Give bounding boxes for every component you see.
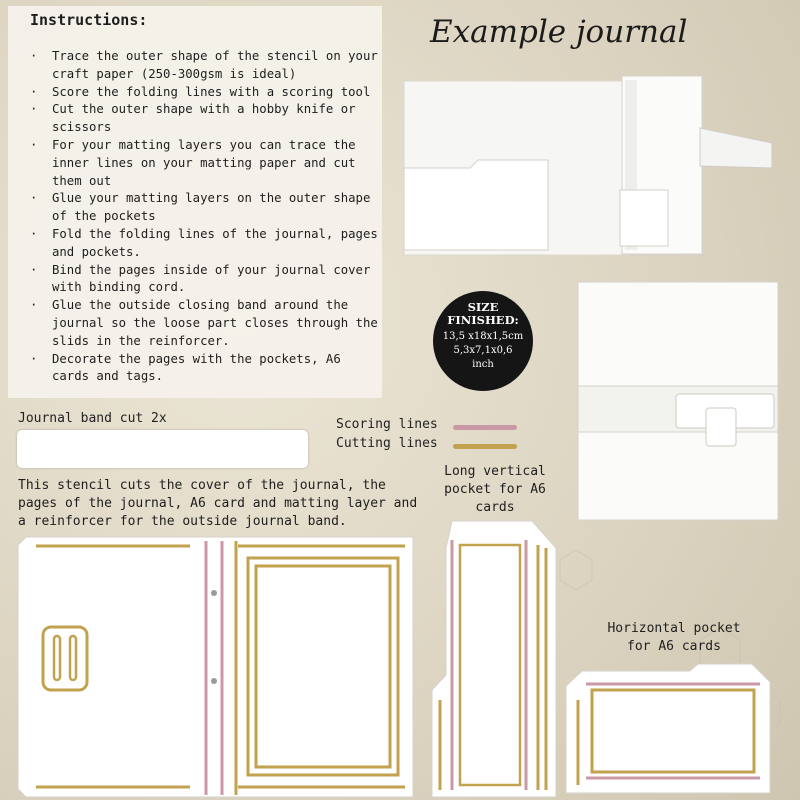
horizontal-pocket-label-line1: Horizontal pocket xyxy=(607,621,741,636)
instruction-item: · Glue the outside closing band around the journal so the loose part closes through the slids in the reinforcer. xyxy=(30,297,378,350)
instruction-item: · Fold the folding lines of the journal, pages and pockets. xyxy=(30,226,378,262)
horizontal-pocket-label xyxy=(584,620,764,656)
legend-cutting-line xyxy=(453,444,517,449)
instructions-title: Instructions: xyxy=(30,11,148,29)
instruction-item: · For your matting layers you can trace the inner lines on your matting paper and cut them out xyxy=(30,137,378,190)
size-badge-inch-label: inch xyxy=(472,359,494,370)
vertical-pocket-label-line3: cards xyxy=(475,500,515,515)
instruction-item: · Cut the outer shape with a hobby knife or scissors xyxy=(30,101,378,137)
legend-cutting-label: Cutting lines xyxy=(336,436,438,451)
horizontal-pocket-stencil xyxy=(566,664,770,793)
size-badge xyxy=(433,291,533,391)
size-badge-cm: 13,5 x18x1,5cm xyxy=(442,331,524,342)
vertical-pocket-stencil xyxy=(432,521,556,797)
instructions-list xyxy=(30,48,378,386)
vertical-pocket-label xyxy=(420,463,570,517)
legend-scoring-line xyxy=(453,425,517,430)
journal-open-photo xyxy=(404,76,772,255)
journal-cover-stencil xyxy=(18,537,413,797)
legend-scoring-label: Scoring lines xyxy=(336,417,438,432)
size-badge-inch-values: 5,3x7,1x0,6 xyxy=(453,345,513,356)
journal-closed-photo xyxy=(578,282,778,520)
horizontal-pocket-label-line2: for A6 cards xyxy=(627,639,721,654)
vertical-pocket-label-line2: pocket for A6 xyxy=(444,482,546,497)
stencil-description: This stencil cuts the cover of the journal, the pages of the journal, A6 card and matting layer and a reinforcer for the outside journal band. xyxy=(18,478,418,529)
vertical-pocket-label-line1: Long vertical xyxy=(444,464,546,479)
instruction-item: · Glue your matting layers on the outer shape of the pockets xyxy=(30,190,378,226)
instruction-item: · Trace the outer shape of the stencil on your craft paper (250-300gsm is ideal) xyxy=(30,48,378,84)
size-badge-line2: FINISHED: xyxy=(447,313,519,327)
instruction-item: · Decorate the pages with the pockets, A6 cards and tags. xyxy=(30,351,378,387)
instruction-item: · Bind the pages inside of your journal cover with binding cord. xyxy=(30,262,378,298)
instruction-item: · Score the folding lines with a scoring tool xyxy=(30,84,378,102)
journal-band-shape xyxy=(17,430,308,468)
example-journal-title: Example journal xyxy=(430,14,688,50)
size-badge-line1: SIZE xyxy=(467,300,499,314)
journal-band-label: Journal band cut 2x xyxy=(18,411,167,426)
